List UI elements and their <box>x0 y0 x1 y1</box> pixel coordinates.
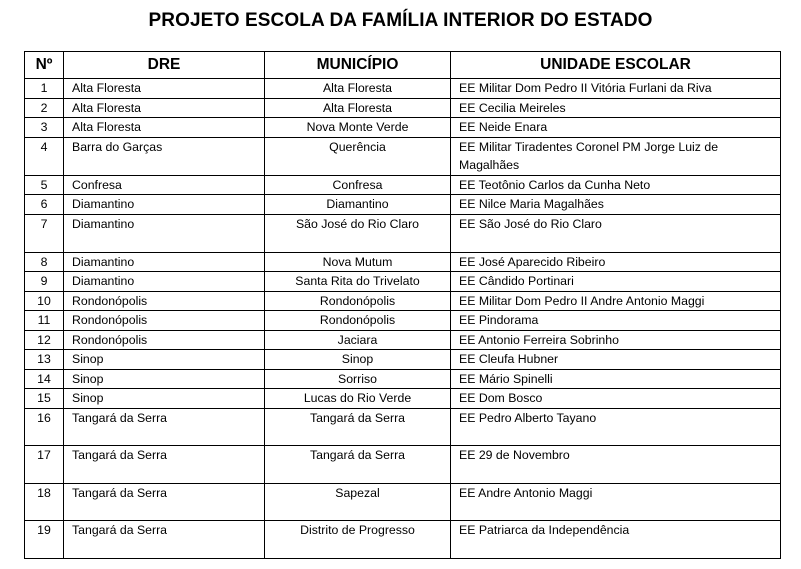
cell-unidade: EE José Aparecido Ribeiro <box>451 252 781 272</box>
page-title: PROJETO ESCOLA DA FAMÍLIA INTERIOR DO ESTADO <box>148 10 653 31</box>
cell-num: 10 <box>25 291 64 311</box>
cell-unidade: EE Andre Antonio Maggi <box>451 483 781 520</box>
cell-unidade: EE Cleufa Hubner <box>451 350 781 370</box>
cell-num: 11 <box>25 311 64 331</box>
cell-dre: Rondonópolis <box>64 330 265 350</box>
cell-municipio: Confresa <box>265 175 451 195</box>
cell-dre: Sinop <box>64 389 265 409</box>
cell-num: 1 <box>25 79 64 99</box>
cell-municipio: Alta Floresta <box>265 98 451 118</box>
cell-dre: Sinop <box>64 369 265 389</box>
cell-num: 16 <box>25 408 64 445</box>
table-row <box>25 389 781 409</box>
cell-dre: Tangará da Serra <box>64 445 265 483</box>
cell-unidade: EE 29 de Novembro <box>451 445 781 483</box>
table-row <box>25 195 781 215</box>
cell-unidade: EE Neide Enara <box>451 118 781 138</box>
cell-dre: Alta Floresta <box>64 79 265 99</box>
table-row <box>25 369 781 389</box>
cell-municipio: Rondonópolis <box>265 311 451 331</box>
schools-table <box>24 51 781 559</box>
cell-num: 15 <box>25 389 64 409</box>
cell-municipio: Querência <box>265 137 451 175</box>
cell-num: 13 <box>25 350 64 370</box>
cell-dre: Tangará da Serra <box>64 520 265 558</box>
table-row <box>25 445 781 483</box>
cell-unidade: EE Militar Tiradentes Coronel PM Jorge Luiz de Magalhães <box>451 137 781 175</box>
cell-dre: Barra do Garças <box>64 137 265 175</box>
cell-num: 7 <box>25 214 64 252</box>
cell-unidade: EE Cândido Portinari <box>451 272 781 292</box>
table-row <box>25 98 781 118</box>
cell-municipio: Tangará da Serra <box>265 445 451 483</box>
cell-unidade: EE Cecilia Meireles <box>451 98 781 118</box>
cell-unidade: EE Mário Spinelli <box>451 369 781 389</box>
cell-num: 14 <box>25 369 64 389</box>
table-row <box>25 483 781 520</box>
cell-municipio: Alta Floresta <box>265 79 451 99</box>
cell-dre: Sinop <box>64 350 265 370</box>
cell-unidade: EE Militar Dom Pedro II Andre Antonio Maggi <box>451 291 781 311</box>
cell-num: 12 <box>25 330 64 350</box>
table-row <box>25 137 781 175</box>
cell-municipio: Distrito de Progresso <box>265 520 451 558</box>
table-row <box>25 272 781 292</box>
cell-municipio: São José do Rio Claro <box>265 214 451 252</box>
table-row <box>25 79 781 99</box>
cell-num: 17 <box>25 445 64 483</box>
cell-dre: Confresa <box>64 175 265 195</box>
table-header-row <box>25 52 781 79</box>
cell-num: 6 <box>25 195 64 215</box>
table-row <box>25 214 781 252</box>
cell-unidade: EE São José do Rio Claro <box>451 214 781 252</box>
cell-municipio: Rondonópolis <box>265 291 451 311</box>
cell-dre: Diamantino <box>64 214 265 252</box>
cell-dre: Tangará da Serra <box>64 483 265 520</box>
header-municipio: MUNICÍPIO <box>265 52 451 79</box>
cell-num: 19 <box>25 520 64 558</box>
table-row <box>25 408 781 445</box>
cell-num: 4 <box>25 137 64 175</box>
cell-unidade: EE Patriarca da Independência <box>451 520 781 558</box>
table-row <box>25 520 781 558</box>
table-row <box>25 175 781 195</box>
cell-num: 18 <box>25 483 64 520</box>
cell-dre: Alta Floresta <box>64 118 265 138</box>
table-row <box>25 118 781 138</box>
cell-municipio: Lucas do Rio Verde <box>265 389 451 409</box>
cell-dre: Rondonópolis <box>64 291 265 311</box>
cell-municipio: Sapezal <box>265 483 451 520</box>
cell-num: 3 <box>25 118 64 138</box>
cell-dre: Diamantino <box>64 195 265 215</box>
cell-num: 9 <box>25 272 64 292</box>
cell-dre: Tangará da Serra <box>64 408 265 445</box>
cell-dre: Alta Floresta <box>64 98 265 118</box>
cell-municipio: Sorriso <box>265 369 451 389</box>
cell-unidade: EE Pedro Alberto Tayano <box>451 408 781 445</box>
cell-num: 5 <box>25 175 64 195</box>
header-dre: DRE <box>64 52 265 79</box>
cell-dre: Rondonópolis <box>64 311 265 331</box>
table-row <box>25 252 781 272</box>
cell-municipio: Tangará da Serra <box>265 408 451 445</box>
table-body <box>25 79 781 559</box>
cell-municipio: Diamantino <box>265 195 451 215</box>
table-row <box>25 291 781 311</box>
table-row <box>25 311 781 331</box>
cell-num: 2 <box>25 98 64 118</box>
cell-municipio: Santa Rita do Trivelato <box>265 272 451 292</box>
cell-dre: Diamantino <box>64 272 265 292</box>
cell-unidade: EE Pindorama <box>451 311 781 331</box>
cell-unidade: EE Antonio Ferreira Sobrinho <box>451 330 781 350</box>
cell-unidade: EE Dom Bosco <box>451 389 781 409</box>
table-row <box>25 350 781 370</box>
cell-unidade: EE Teotônio Carlos da Cunha Neto <box>451 175 781 195</box>
cell-unidade: EE Nilce Maria Magalhães <box>451 195 781 215</box>
table-row <box>25 330 781 350</box>
cell-municipio: Sinop <box>265 350 451 370</box>
cell-municipio: Nova Monte Verde <box>265 118 451 138</box>
cell-num: 8 <box>25 252 64 272</box>
cell-unidade: EE Militar Dom Pedro II Vitória Furlani da Riva <box>451 79 781 99</box>
header-num: Nº <box>25 52 64 79</box>
cell-dre: Diamantino <box>64 252 265 272</box>
cell-municipio: Jaciara <box>265 330 451 350</box>
cell-municipio: Nova Mutum <box>265 252 451 272</box>
header-unidade: UNIDADE ESCOLAR <box>451 52 781 79</box>
